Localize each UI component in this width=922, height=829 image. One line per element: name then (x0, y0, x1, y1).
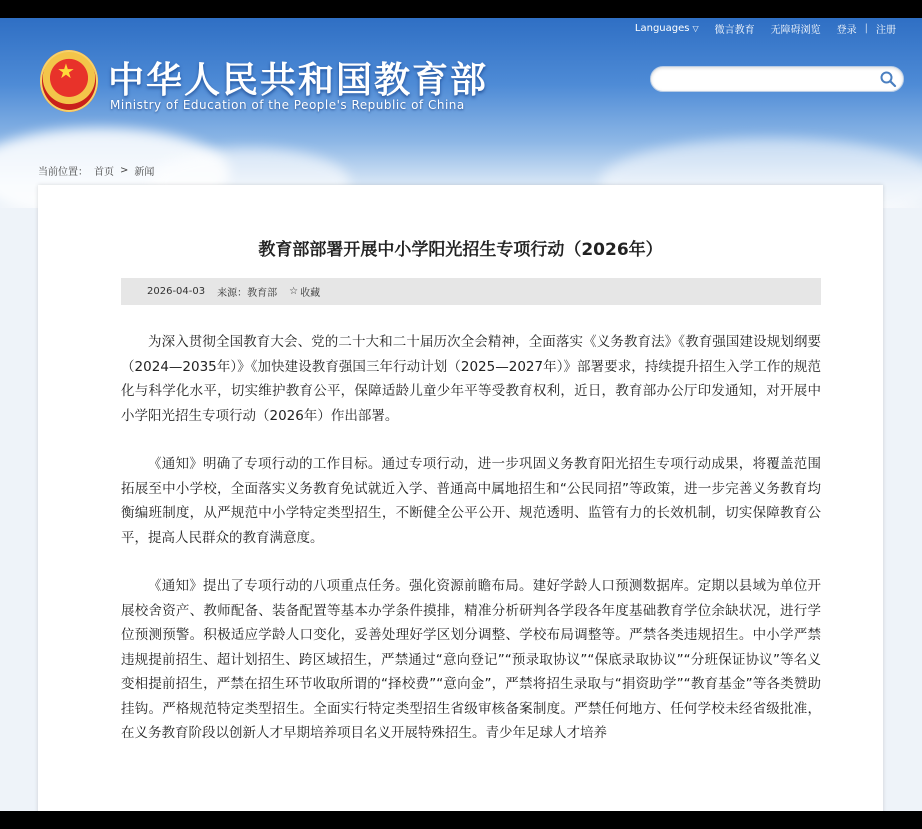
chevron-down-icon: ▽ (692, 24, 699, 33)
article-meta (121, 278, 821, 305)
weiyan-link[interactable]: 微言教育 (714, 25, 755, 36)
nav-divider: | (864, 23, 868, 34)
site-subtitle: Ministry of Education of the People's Republic of China (110, 98, 465, 112)
site-title[interactable]: 中华人民共和国教育部 (108, 60, 489, 101)
breadcrumb-current[interactable]: 新闻 (134, 167, 155, 178)
search-box (650, 66, 904, 92)
breadcrumb-separator: > (120, 165, 129, 176)
article-date: 2026-04-03 (147, 286, 206, 297)
national-emblem-icon: ★ (40, 50, 98, 112)
article-paragraph: 为深入贯彻全国教育大会、党的二十大和二十届历次全会精神，全面落实《义务教育法》《教育强国建设规划纲要（2024—2035年）》《加快建设教育强国三年行动计划（2025—2027年）》部署要求，持续提升招生入学工作的规范化与科学化水平，切实维护教育公平，保障适龄儿童少年平等受教育权利，近日，教育部办公厅印发通知，对开展中小学阳光招生专项行动（2026年）作出部署。 (121, 334, 821, 424)
breadcrumb-home[interactable]: 首页 (94, 167, 114, 178)
article-source: 来源：教育部 (217, 288, 278, 299)
languages-menu[interactable] (627, 23, 707, 34)
browser-viewport (0, 18, 922, 811)
breadcrumb (38, 163, 154, 178)
breadcrumb-label: 当前位置： (38, 167, 88, 178)
register-link[interactable]: 注册 (876, 25, 896, 36)
article-title: 教育部部署开展中小学阳光招生专项行动（2026年） (258, 240, 663, 260)
article-panel (38, 185, 883, 811)
article-paragraph: 《通知》明确了专项行动的工作目标。通过专项行动，进一步巩固义务教育阳光招生专项行动成果，将覆盖范围拓展至中小学校，全面落实义务教育免试就近入学、普通高中属地招生和“公民同招”等政策，进一步完善义务教育均衡编班制度，从严规范中小学特定类型招生，不断健全公平公开、规范透明、监管有力的长效机制，切实保障教育公平，提高人民群众的教育满意度。 (121, 456, 821, 546)
search-icon[interactable] (879, 70, 897, 88)
favorite-button[interactable] (289, 284, 320, 299)
favorite-label: 收藏 (300, 288, 321, 299)
login-link[interactable]: 登录 (836, 25, 857, 36)
star-outline-icon: ☆ (289, 286, 299, 297)
site-header (0, 18, 922, 208)
languages-label: Languages (634, 23, 690, 34)
search-input[interactable] (663, 67, 877, 91)
accessible-browse-link[interactable]: 无障碍浏览 (770, 25, 821, 36)
article-paragraph: 《通知》提出了专项行动的八项重点任务。强化资源前瞻布局。建好学龄人口预测数据库。定期以县域为单位开展校舍资产、教师配备、装备配置等基本办学条件摸排，精准分析研判各学段各年度基础教育学位余缺状况，进行学位预测预警。积极适应学龄人口变化，妥善处理好学区划分调整、学校布局调整等。严禁各类违规招生。中小学严禁违规提前招生、超计划招生、跨区域招生，严禁通过“意向登记”“预录取协议”“保底录取协议”“分班保证协议”等名义变相提前招生，严禁在招生环节收取所谓的“择校费”“意向金”，严禁将招生录取与“捐资助学”“教育基金”等各类赞助挂钩。严格规范特定类型招生。全面实行特定类型招生省级审核备案制度。严禁任何地方、任何学校未经省级批准，在义务教育阶段以创新人才早期培养项目名义开展特殊招生。青少年足球人才培养 (121, 578, 821, 741)
top-nav (627, 21, 904, 36)
article-body (121, 330, 821, 770)
